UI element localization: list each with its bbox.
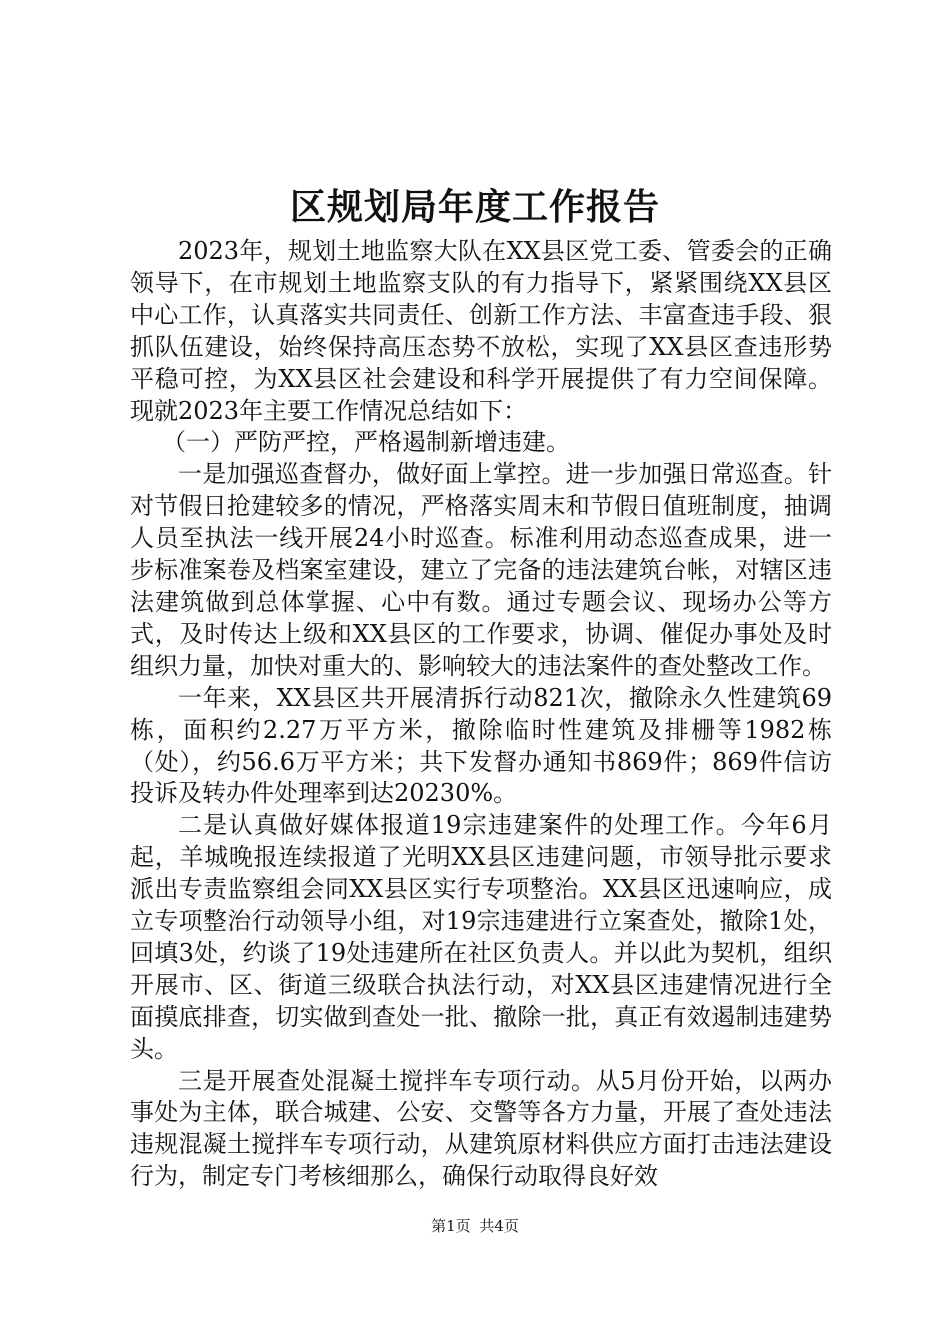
document-body <box>130 236 832 1193</box>
paragraph-media-cases: 二是认真做好媒体报道19宗违建案件的处理工作。今年6月起，羊城晚报连续报道了光明XX县区违建问题，市领导批示要求派出专责监察组会同XX县区实行专项整治。XX县区迅速响应，成立专项整治行动领导小组，对19宗违建进行立案查处，撤除1处，回填3处，约谈了19处违建所在社区负责人。并以此为契机，组织开展市、区、街道三级联合执法行动，对XX县区违建情况进行全面摸底排查，切实做到查处一批、撤除一批，真正有效遏制违建势头。 <box>130 811 832 1063</box>
paragraph-statistics: 一年来，XX县区共开展清拆行动821次，撤除永久性建筑69栋，面积约2.27万平方米，撤除临时性建筑及排栅等1982栋（处），约56.6万平方米；共下发督办通知书869件；869件信访投诉及转办件处理率到达20230%。 <box>130 683 832 808</box>
document-title: 区规划局年度工作报告 <box>289 186 660 228</box>
page-footer <box>0 1216 950 1236</box>
page-number: 第1页 <box>431 1217 471 1235</box>
paragraph-section-heading: （一）严防严控，严格遏制新增违建。 <box>162 428 570 457</box>
paragraph-inspection: 一是加强巡查督办，做好面上掌控。进一步加强日常巡查。针对节假日抢建较多的情况，严格落实周末和节假日值班制度，抽调人员至执法一线开展24小时巡查。标准利用动态巡查成果，进一步标准案卷及档案室建设，建立了完备的违法建筑台帐，对辖区违法建筑做到总体掌握、心中有数。通过专题会议、现场办公等方式，及时传达上级和XX县区的工作要求，协调、催促办事处及时组织力量，加快对重大的、影响较大的违法案件的查处整改工作。 <box>130 460 832 680</box>
page-total: 共4页 <box>479 1217 519 1235</box>
paragraph-concrete-trucks: 三是开展查处混凝土搅拌车专项行动。从5月份开始，以两办事处为主体，联合城建、公安、交警等各方力量，开展了查处违法违规混凝土搅拌车专项行动，从建筑原材料供应方面打击违法建设行为，制定专门考核细那么，确保行动取得良好效 <box>130 1066 832 1191</box>
paragraph-intro: 2023年，规划土地监察大队在XX县区党工委、管委会的正确领导下，在市规划土地监察支队的有力指导下，紧紧围绕XX县区中心工作，认真落实共同责任、创新工作方法、丰富查违手段、狠抓队伍建设，始终保持高压态势不放松，实现了XX县区查违形势平稳可控，为XX县区社会建设和科学开展提供了有力空间保障。现就2023年主要工作情况总结如下： <box>130 237 832 425</box>
